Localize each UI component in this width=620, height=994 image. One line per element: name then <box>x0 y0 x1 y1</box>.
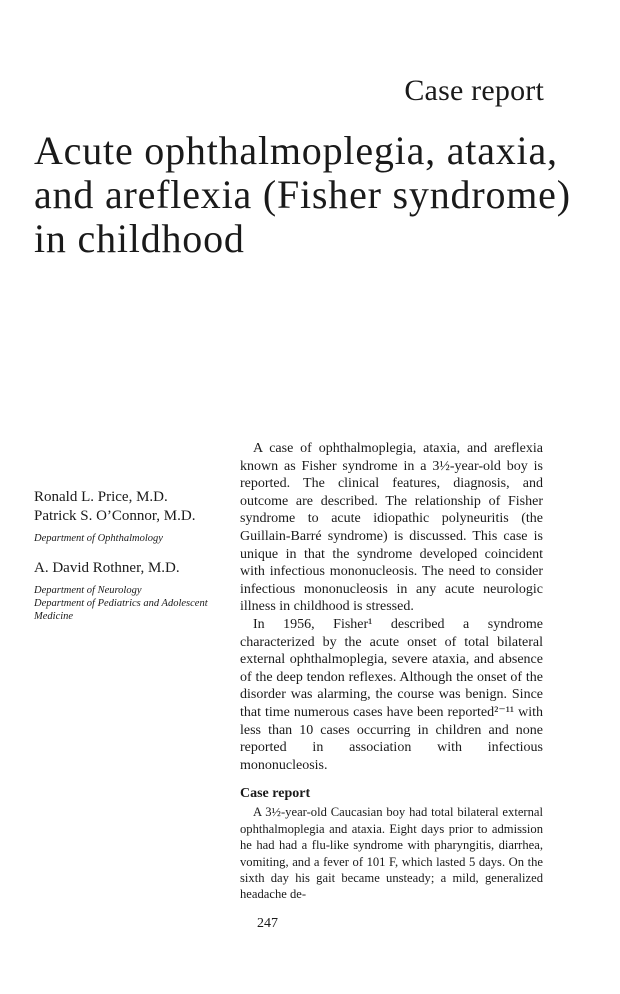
case-report-paragraph: A 3½-year-old Caucasian boy had total bilateral external ophthalmoplegia and ataxia. Eight days prior to admission he had had a flu-like syndrome with pharyngitis, diarrhea, vomiting, and a fever of 101 F, which lasted 5 days. On the sixth day his gait became unsteady; a mild, generalized headache de- <box>240 805 543 902</box>
author-group-neurology <box>34 559 224 623</box>
abstract-paragraph: A case of ophthalmoplegia, ataxia, and areflexia known as Fisher syndrome in a 3½-year-old boy is reported. The clinical features, diagnosis, and outcome are described. The relationship of Fisher syndrome to acute idiopathic polyneuritis (the Guillain-Barré syndrome) is discussed. This case is unique in that the syndrome developed coincident with infectious mononucleosis. The need to consider infectious mononucleosis in any acute neurologic illness in childhood is stressed. <box>240 441 543 615</box>
author-group-ophthalmology <box>34 488 224 545</box>
department-name: Department of Neurology <box>34 585 142 596</box>
page-number: 247 <box>257 916 278 931</box>
department-name: Department of Ophthalmology <box>34 533 163 544</box>
article-title: Acute ophthalmoplegia, ataxia, and areflexia (Fisher syndrome) in childhood <box>34 128 571 261</box>
abstract <box>240 440 543 774</box>
main-text-column <box>240 440 543 903</box>
author-name: A. David Rothner, M.D. <box>34 560 180 576</box>
section-label: Case report <box>404 74 544 107</box>
author-list <box>34 488 224 623</box>
author-name: Patrick S. O’Connor, M.D. <box>34 508 196 524</box>
case-report-heading: Case report <box>240 786 311 802</box>
department-name: Department of Pediatrics and Adolescent Medicine <box>34 598 208 622</box>
author-name: Ronald L. Price, M.D. <box>34 489 168 505</box>
case-report-text <box>240 804 543 902</box>
intro-paragraph: In 1956, Fisher¹ described a syndrome characterized by the acute onset of total bilateral external ophthalmoplegia, severe ataxia, and absence of the deep tendon reflexes. Although the onset of the disorder was alarming, the course was benign. Since that time numerous cases have been reported²⁻¹¹ with less than 10 cases occurring in children and none reported in association with infectious mononucleosis. <box>240 616 543 773</box>
author-department <box>34 532 224 545</box>
author-department <box>34 584 224 623</box>
